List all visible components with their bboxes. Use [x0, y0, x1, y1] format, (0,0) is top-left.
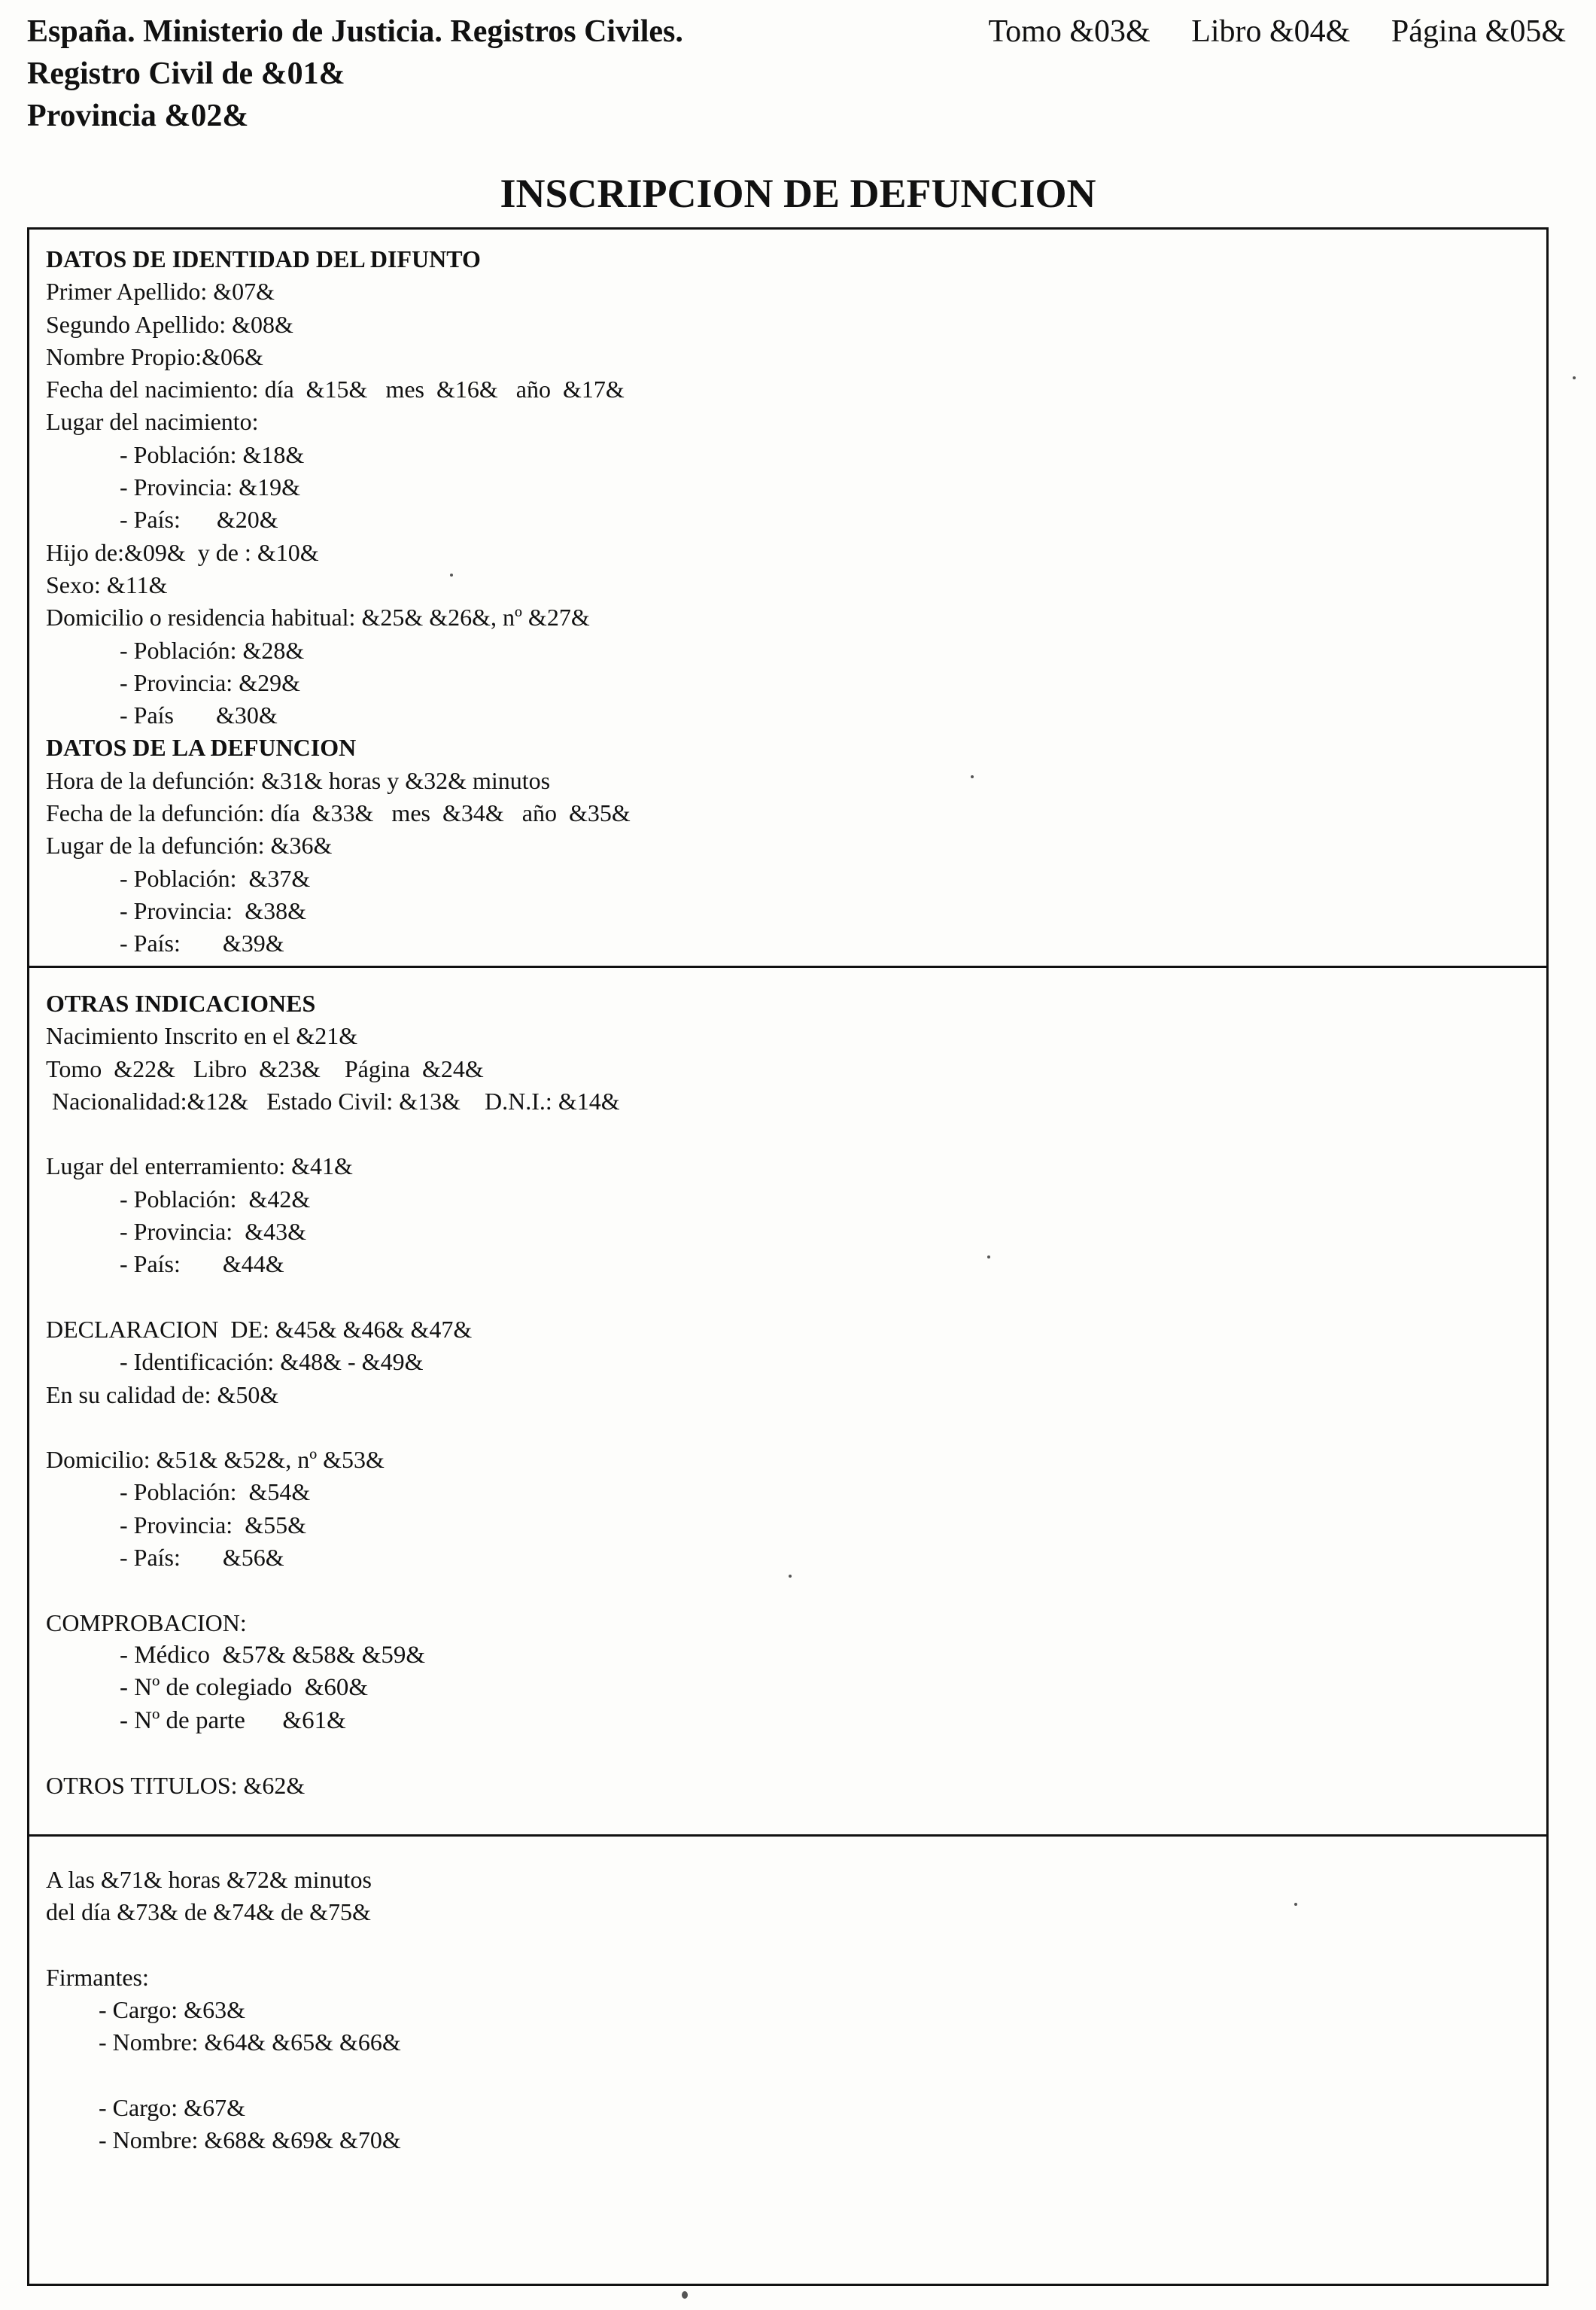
- spacer: [46, 1118, 1531, 1150]
- field-enterramiento-provincia: - Provincia: &43&: [120, 1218, 306, 1246]
- field-nombre-propio: Nombre Propio:&06&: [46, 342, 263, 370]
- header-reference: [955, 11, 1566, 53]
- header-registro-civil: Registro Civil de &01&: [27, 56, 345, 91]
- spacer: [46, 1737, 1531, 1770]
- field-nombre-1: - Nombre: &64& &65& &66&: [99, 2028, 401, 2056]
- field-declarante-domicilio: Domicilio: &51& &52&, nº &53&: [46, 1446, 385, 1474]
- field-lugar-nacimiento: Lugar del nacimiento:: [46, 408, 259, 436]
- field-enterramiento-poblacion: - Población: &42&: [120, 1185, 311, 1213]
- field-otros-titulos: OTROS TITULOS: &62&: [46, 1772, 306, 1800]
- scan-speck: [789, 1575, 792, 1578]
- field-fecha-nacimiento: Fecha del nacimiento: día &15& mes &16& año &17&: [46, 376, 625, 403]
- field-nacionalidad-estado-dni: Nacionalidad:&12& Estado Civil: &13& D.N.I.: &14&: [46, 1087, 620, 1115]
- field-declarante-provincia: - Provincia: &55&: [120, 1511, 306, 1538]
- field-fecha-defuncion: Fecha de la defunción: día &33& mes &34& año &35&: [46, 799, 631, 827]
- field-defuncion-provincia: - Provincia: &38&: [120, 896, 306, 924]
- field-fecha-inscripcion: del día &73& de &74& de &75&: [46, 1898, 371, 1926]
- section-heading-otras: OTRAS INDICACIONES: [46, 990, 316, 1017]
- field-hijo-de: Hijo de:&09& y de : &10&: [46, 538, 319, 566]
- section-signatures: [27, 1834, 1549, 2286]
- field-segundo-apellido: Segundo Apellido: &08&: [46, 310, 293, 338]
- field-domicilio: Domicilio o residencia habitual: &25& &26&, nº &27&: [46, 604, 590, 632]
- field-cargo-2: - Cargo: &67&: [99, 2094, 245, 2122]
- field-defuncion-poblacion: - Población: &37&: [120, 864, 311, 892]
- field-primer-apellido: Primer Apellido: &07&: [46, 278, 275, 306]
- field-comprobacion: COMPROBACION:: [46, 1608, 247, 1636]
- field-nacimiento-inscrito: Nacimiento Inscrito en el &21&: [46, 1022, 358, 1050]
- field-nacimiento-provincia: - Provincia: &19&: [120, 473, 300, 501]
- field-sexo: Sexo: &11&: [46, 571, 168, 598]
- scan-speck: [971, 775, 974, 778]
- field-firmantes: Firmantes:: [46, 1963, 149, 1991]
- field-nombre-2: - Nombre: &68& &69& &70&: [99, 2126, 401, 2154]
- field-hora-defuncion: Hora de la defunción: &31& horas y &32& minutos: [46, 766, 551, 794]
- section-other-indications: [27, 966, 1549, 1837]
- field-enterramiento-pais: - País: &44&: [120, 1250, 284, 1278]
- field-tomo-libro-pagina: Tomo &22& Libro &23& Página &24&: [46, 1055, 484, 1082]
- section-heading-identity: DATOS DE IDENTIDAD DEL DIFUNTO: [46, 245, 481, 272]
- field-lugar-defuncion: Lugar de la defunción: &36&: [46, 832, 333, 860]
- field-declaracion: DECLARACION DE: &45& &46& &47&: [46, 1315, 473, 1343]
- spacer: [46, 1411, 1531, 1444]
- field-cargo-1: - Cargo: &63&: [99, 1996, 245, 2024]
- field-domicilio-provincia: - Provincia: &29&: [120, 668, 300, 696]
- scan-speck: [1294, 1903, 1297, 1906]
- field-declarante-poblacion: - Población: &54&: [120, 1478, 311, 1506]
- field-domicilio-pais: - País &30&: [120, 702, 278, 729]
- field-parte: - Nº de parte &61&: [120, 1706, 346, 1734]
- scan-speck: [450, 574, 453, 577]
- field-identificacion: - Identificación: &48& - &49&: [120, 1348, 424, 1376]
- section-heading-death: DATOS DE LA DEFUNCION: [46, 734, 357, 762]
- section-identity-and-death: [27, 227, 1549, 968]
- field-hora-inscripcion: A las &71& horas &72& minutos: [46, 1866, 372, 1893]
- field-calidad: En su calidad de: &50&: [46, 1380, 279, 1408]
- spacer: [46, 2059, 1531, 2092]
- spacer: [46, 1929, 1531, 1962]
- field-defuncion-pais: - País: &39&: [120, 930, 284, 957]
- field-medico: - Médico &57& &58& &59&: [120, 1641, 426, 1669]
- header-provincia: Provincia &02&: [27, 99, 249, 133]
- header-pagina: Página &05&: [1391, 14, 1566, 49]
- field-lugar-enterramiento: Lugar del enterramiento: &41&: [46, 1152, 353, 1180]
- field-nacimiento-poblacion: - Población: &18&: [120, 440, 305, 468]
- spacer: [46, 1574, 1531, 1606]
- field-declarante-pais: - País: &56&: [120, 1544, 284, 1572]
- scan-speck: [1573, 376, 1576, 379]
- header-tomo: Tomo &03&: [988, 14, 1151, 49]
- field-colegiado: - Nº de colegiado &60&: [120, 1674, 369, 1702]
- spacer: [46, 1281, 1531, 1313]
- scan-speck: [987, 1255, 990, 1258]
- header-registry: [27, 11, 683, 137]
- field-domicilio-poblacion: - Población: &28&: [120, 636, 305, 664]
- scan-speck: [682, 2291, 688, 2299]
- document-title: INSCRIPCION DE DEFUNCION: [500, 171, 1096, 216]
- header-libro: Libro &04&: [1191, 14, 1351, 49]
- header-ministry: España. Ministerio de Justicia. Registros Civiles.: [27, 14, 683, 49]
- field-nacimiento-pais: - País: &20&: [120, 506, 278, 534]
